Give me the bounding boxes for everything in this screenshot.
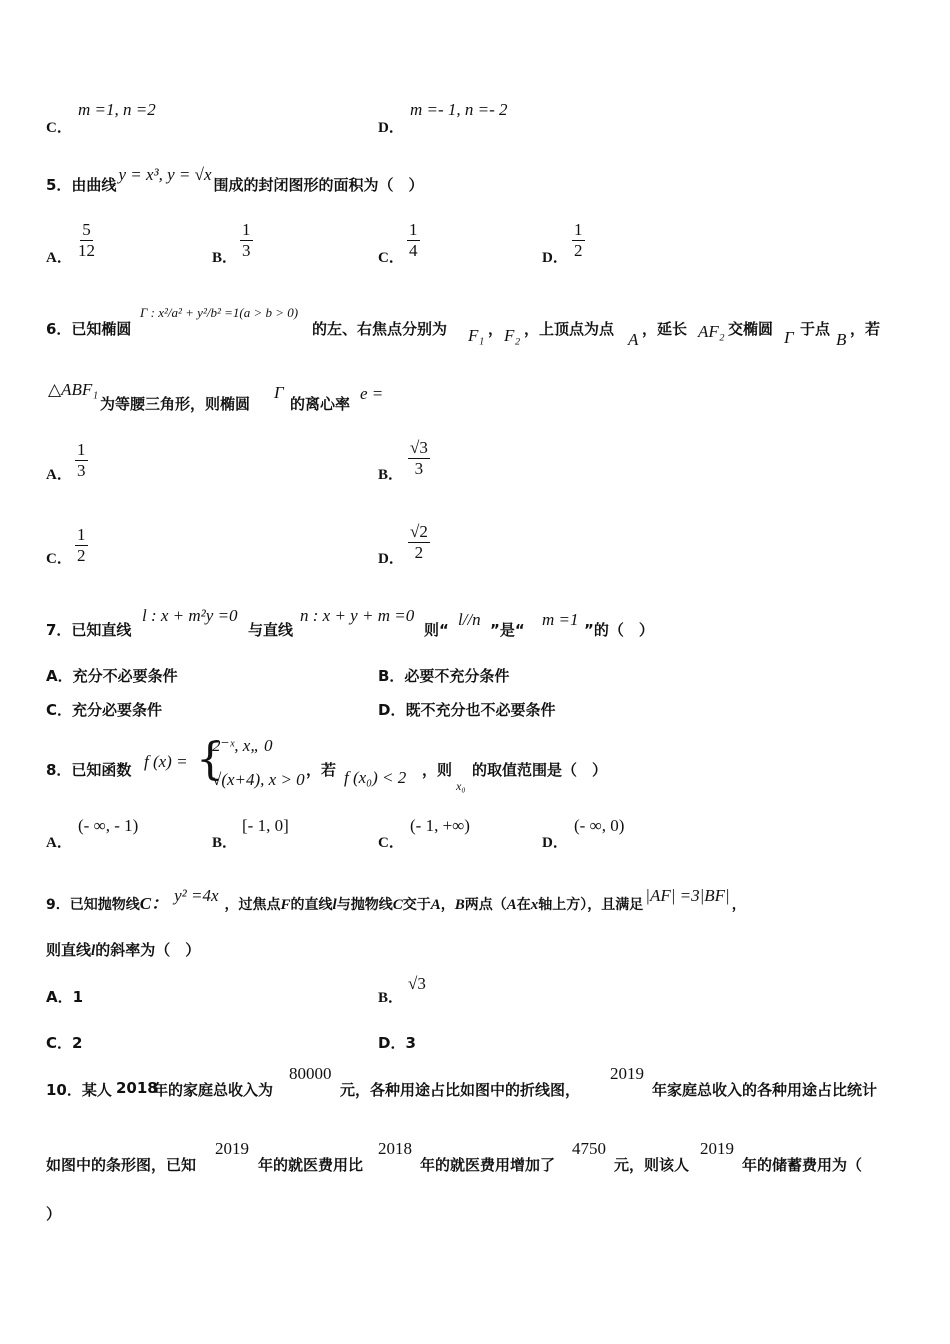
q6-d-den: 2: [414, 542, 424, 562]
q8-text-range: 的取值范围是（ ）: [472, 761, 608, 779]
q6-a-num: 1: [77, 440, 86, 459]
q5-c-num: 1: [409, 220, 418, 239]
q9-l2: l: [91, 943, 96, 959]
q8-case-1: 2⁻ˣ, x„ 0: [212, 736, 273, 755]
q4-option-d-math: m =- 1, n =- 2: [410, 100, 508, 119]
q9-B: B: [454, 897, 465, 913]
q10-year-2019-b: 2019: [215, 1139, 249, 1158]
q9-t1: ，过焦点: [224, 897, 281, 913]
q7-text-then: 则“: [424, 621, 449, 639]
q6-text-isosceles: 为等腰三角形，则椭圆: [100, 395, 251, 413]
q4-option-c-math: m =1, n =2: [78, 100, 156, 119]
q9-option-c: C．2: [46, 1034, 83, 1052]
q6-point-A: A: [628, 330, 639, 349]
q9-option-b-label: B．: [378, 990, 404, 1006]
q9-A2: A: [506, 897, 517, 913]
q8-condition: f (x₀) < 2: [344, 768, 407, 787]
q5-question: 围成的封闭图形的面积为（ ）: [213, 176, 424, 194]
q6-b-den: 3: [414, 458, 424, 478]
q8-option-d-text: (- ∞, 0): [574, 816, 625, 835]
q4-option-d-label: D．: [378, 120, 404, 136]
q5-number: 5．由曲线: [46, 176, 117, 194]
q6-text-intersect: 交椭圆: [728, 320, 774, 338]
q8-option-b-label: B．: [212, 835, 238, 851]
q9-t2: 的直线: [290, 897, 333, 913]
q9-t9: ，: [731, 897, 746, 913]
q8-option-c-label: C．: [378, 835, 404, 851]
q6-text-extend: ，延长: [642, 320, 688, 338]
q7-text-of: ”的（ ）: [584, 621, 654, 639]
q6-point-B: B: [836, 330, 847, 349]
q10-text-income: 年的家庭总收入为: [153, 1081, 274, 1099]
q6-c-num: 1: [77, 525, 86, 544]
q10-text-barchart: 如图中的条形图，已知: [46, 1156, 197, 1174]
q5-option-b-label: B．: [212, 250, 238, 266]
q6-sep: ，: [488, 320, 504, 338]
q9-option-a: A．1: [46, 988, 84, 1006]
q10-text-increase: 年的就医费用增加了: [420, 1156, 556, 1174]
q7-cond-m: m =1: [542, 610, 579, 629]
q9-x: x: [530, 897, 539, 913]
q8-text-if: ，若: [306, 761, 337, 779]
q4-option-d-text: [410, 100, 508, 120]
q7-text-is: ”是“: [490, 621, 525, 639]
q5-curve-expr: y = x³, y = √x: [118, 165, 212, 184]
q9-t3: 与抛物线: [336, 897, 393, 913]
q7-option-b: B．必要不充分条件: [378, 667, 510, 685]
q5-b-num: 1: [242, 220, 251, 239]
q7-text-and: 与直线: [248, 621, 294, 639]
q7-number: 7．已知直线: [46, 621, 132, 639]
q8-text-then: ，则: [422, 761, 453, 779]
q10-year-2019-a: 2019: [610, 1064, 644, 1083]
q6-a-den: 3: [77, 460, 86, 480]
q9-condition: |AF| =3|BF|: [645, 886, 730, 905]
q6-b-num: √3: [410, 438, 428, 457]
q5-stem: [46, 165, 424, 195]
q7-option-c: C．充分必要条件: [46, 701, 163, 719]
q9-t6: 两点（: [464, 897, 507, 913]
q6-c-den: 2: [77, 545, 86, 565]
q5-d-den: 2: [574, 240, 583, 260]
q9-t4: 交于: [402, 897, 431, 913]
q6-option-c-label: C．: [46, 551, 72, 567]
q6-option-b-fraction: [408, 438, 430, 478]
q5-c-den: 4: [409, 240, 418, 260]
q6-AF2: AF₂: [698, 322, 725, 341]
q8-option-d-label: D．: [542, 835, 568, 851]
q6-text-eccentricity: 的离心率: [290, 395, 351, 413]
q9-parabola-eq: y² =4x: [174, 886, 219, 905]
q9-F: F: [280, 897, 291, 913]
q8-option-c-text: (- 1, +∞): [410, 816, 470, 835]
q6-option-a-label: A．: [46, 467, 72, 483]
q5-option-c-label: C．: [378, 250, 404, 266]
q6-text-at: 于点: [800, 320, 831, 338]
q8-option-a-label: A．: [46, 835, 72, 851]
q10-year-2018: 2018: [116, 1079, 158, 1097]
q8-x0: x₀: [456, 779, 466, 793]
q7-option-d: D．既不充分也不必要条件: [378, 701, 556, 719]
q10-close-paren: ）: [46, 1205, 62, 1223]
q5-a-num: 5: [82, 220, 91, 239]
q7-line-l: l : x + m²y =0: [142, 606, 238, 625]
q10-income: 80000: [289, 1064, 332, 1083]
q9-l: l: [332, 897, 337, 913]
q8-fx: f (x) =: [144, 752, 188, 771]
q9-line2a: 则直线: [46, 941, 92, 959]
q10-year-2018-b: 2018: [378, 1139, 412, 1158]
q6-e: e =: [360, 384, 384, 403]
q10-text-medical: 年的就医费用比: [258, 1156, 364, 1174]
q6-text-foci: 的左、右焦点分别为: [312, 320, 448, 338]
q6-option-b-label: B．: [378, 467, 404, 483]
q8-brace: {: [196, 734, 224, 785]
q9-C: C：: [139, 894, 169, 913]
q8-option-a-text: (- ∞, - 1): [78, 816, 139, 835]
q9-line2b: 的斜率为（ ）: [95, 941, 201, 959]
q6-d-num: √2: [410, 522, 428, 541]
q10-text-savings: 年的储蓄费用为（: [742, 1156, 863, 1174]
q6-F2: F₂: [504, 326, 521, 345]
q9-t8: 轴上方），且满足: [538, 897, 644, 913]
q5-d-num: 1: [574, 220, 583, 239]
q6-option-c-fraction: [75, 525, 88, 565]
q4-option-c-label: C．: [46, 120, 72, 136]
q10-number: 10．某人: [46, 1081, 112, 1099]
q6-F1: F₁: [468, 326, 485, 345]
q9-stem: [46, 886, 746, 914]
q6-number: 6．已知椭圆: [46, 320, 132, 338]
q9-option-b-value: √3: [408, 974, 426, 993]
q6-text-if: ，若: [850, 320, 881, 338]
q6-triangle: △ABF₁: [48, 380, 99, 399]
q6-ellipse-eq: Γ : x²/a² + y²/b² =1(a > b > 0): [140, 305, 299, 320]
q7-cond-parallel: l//n: [458, 610, 481, 629]
q6-gamma: Γ: [784, 328, 794, 347]
q7-line-n: n : x + y + m =0: [300, 606, 415, 625]
q5-option-d-label: D．: [542, 250, 568, 266]
q9-A: A: [430, 897, 441, 913]
q6-option-a-fraction: [75, 440, 88, 480]
q6-text-vertex: ，上顶点为点: [524, 320, 615, 338]
q9-option-d: D．3: [378, 1034, 416, 1052]
q5-b-den: 3: [242, 240, 251, 260]
q10-text-stats: 年家庭总收入的各种用途占比统计: [652, 1081, 878, 1099]
q8-case-2: √(x+4), x > 0: [212, 770, 305, 789]
q6-option-d-label: D．: [378, 551, 404, 567]
q9-C2: C: [392, 897, 403, 913]
q9-line2: [46, 939, 200, 960]
q6-gamma-2: Γ: [274, 383, 284, 402]
q6-option-d-fraction: [408, 522, 430, 562]
q5-option-a-label: A．: [46, 250, 72, 266]
q9-number: 9．已知抛物线: [46, 897, 140, 913]
q8-number: 8．已知函数: [46, 761, 132, 779]
q10-text-person: 元，则该人: [614, 1156, 690, 1174]
q9-t5: ，: [440, 897, 455, 913]
q4-option-c-text: [78, 100, 156, 120]
q10-year-2019-c: 2019: [700, 1139, 734, 1158]
q5-option-b-fraction: [240, 220, 253, 260]
q5-option-a-fraction: [76, 220, 97, 260]
q7-option-a: A．充分不必要条件: [46, 667, 178, 685]
q5-option-d-fraction: [572, 220, 585, 260]
q10-increase: 4750: [572, 1139, 606, 1158]
q10-text-linechart: 元，各种用途占比如图中的折线图，: [340, 1081, 581, 1099]
q9-t7: 在: [516, 897, 531, 913]
q5-a-den: 12: [78, 240, 95, 260]
q8-option-b-text: [- 1, 0]: [242, 816, 289, 835]
q5-option-c-fraction: [407, 220, 420, 260]
